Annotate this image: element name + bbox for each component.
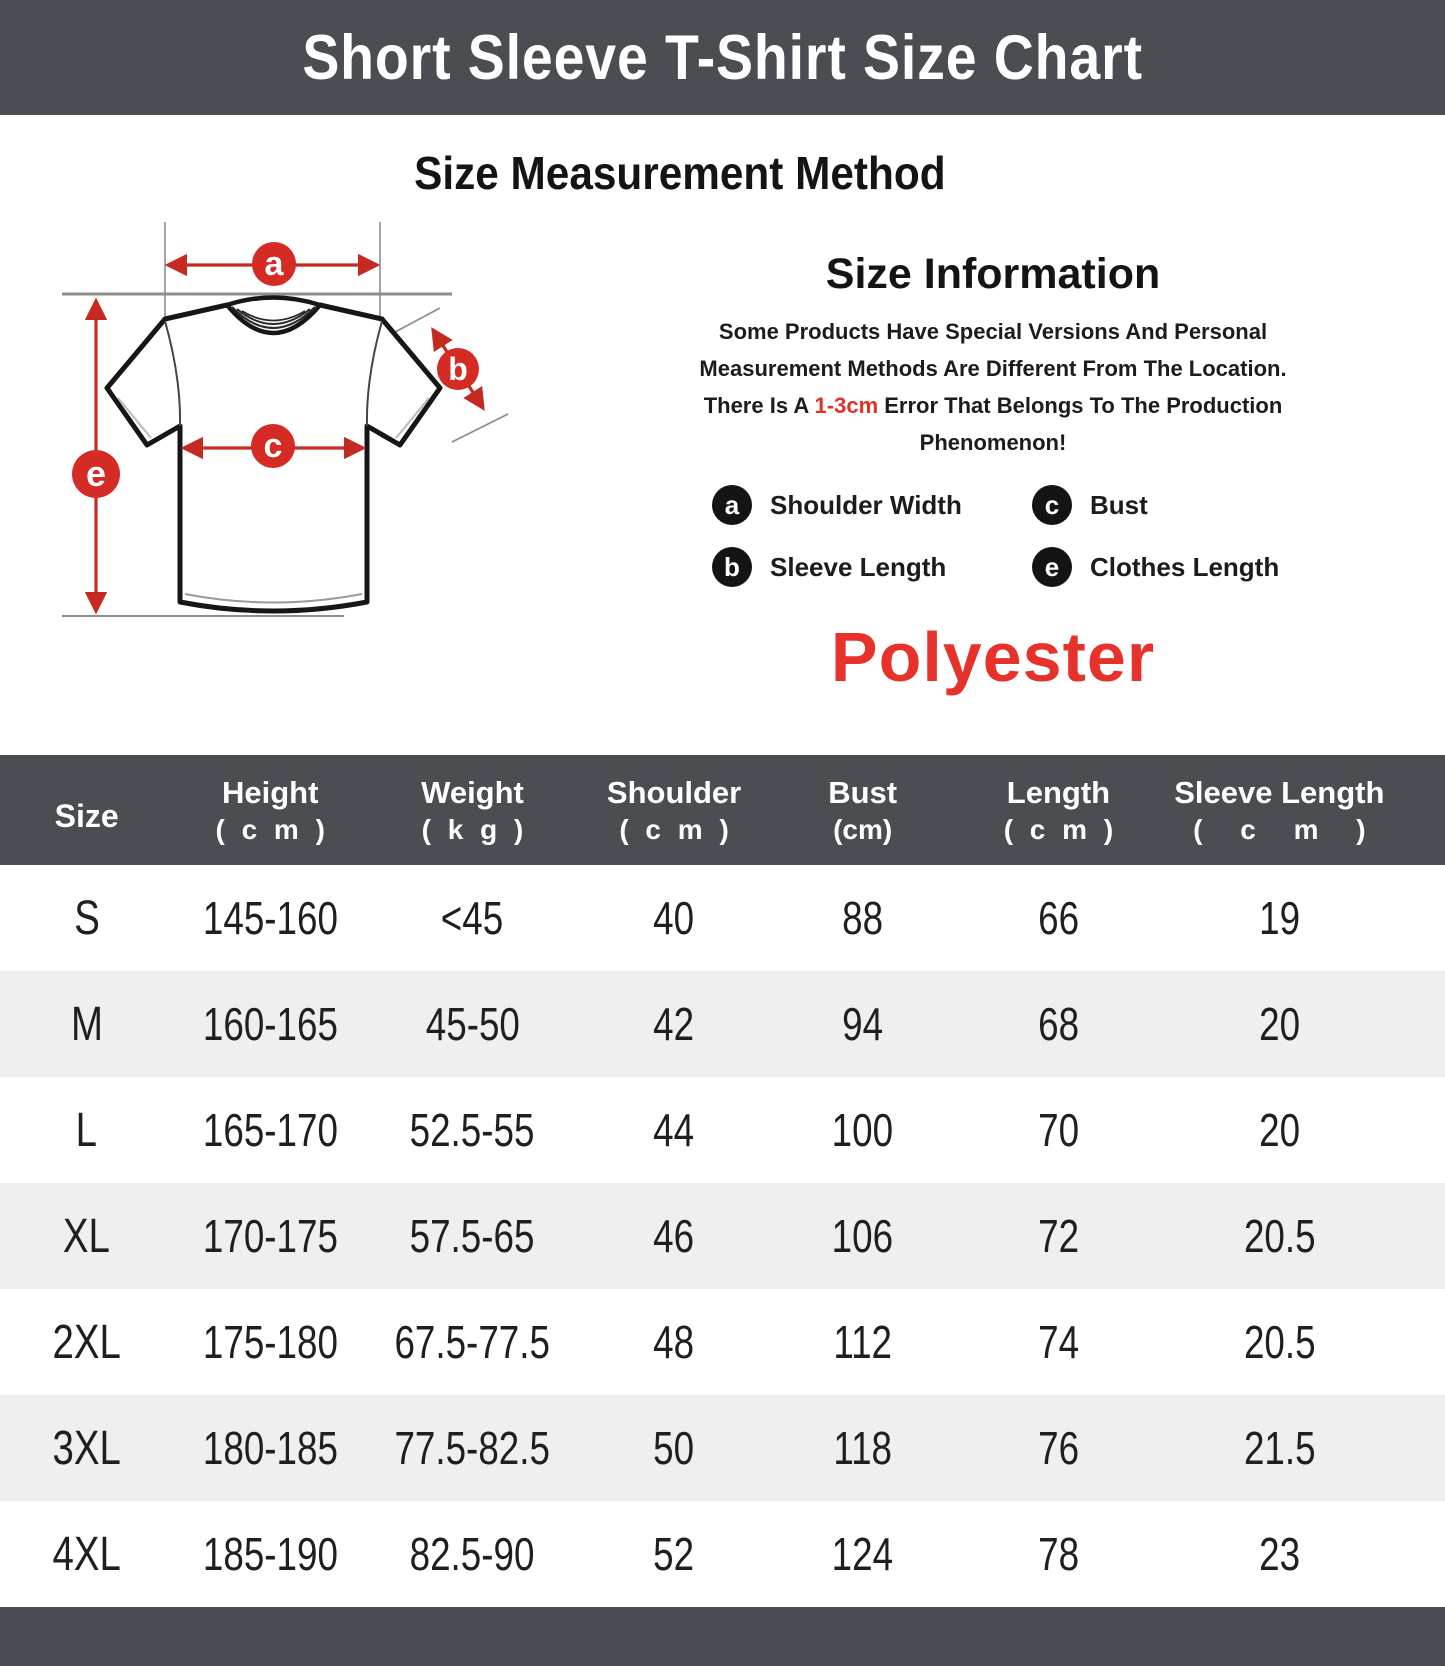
legend-item-shoulder-width: a Shoulder Width bbox=[712, 485, 1032, 525]
cell: 20 bbox=[1258, 1104, 1300, 1156]
cell: 70 bbox=[1037, 1104, 1079, 1156]
column-header-sleeve-length: Sleeve Length ( c m ) bbox=[1174, 774, 1385, 845]
table-row bbox=[0, 971, 1445, 1077]
cell: 21.5 bbox=[1243, 1422, 1316, 1474]
info-title: Size Information bbox=[825, 250, 1161, 298]
cell-size: 2XL bbox=[52, 1315, 121, 1369]
cell: 23 bbox=[1258, 1528, 1300, 1580]
cell: 165-170 bbox=[202, 1104, 338, 1156]
cell: 160-165 bbox=[202, 998, 338, 1050]
cell: 20.5 bbox=[1243, 1316, 1316, 1368]
cell: 66 bbox=[1037, 892, 1079, 944]
cell: 52 bbox=[653, 1528, 695, 1580]
cell-size: S bbox=[73, 891, 100, 945]
tolerance-highlight: 1-3cm bbox=[814, 393, 879, 418]
cell: 76 bbox=[1037, 1422, 1079, 1474]
cell: 94 bbox=[842, 998, 884, 1050]
cell: 185-190 bbox=[202, 1528, 338, 1580]
measure-arrow-e bbox=[72, 301, 120, 611]
cell: 67.5-77.5 bbox=[394, 1316, 551, 1368]
measurement-legend bbox=[712, 485, 1288, 587]
cell-size: 3XL bbox=[52, 1421, 121, 1475]
cell: 48 bbox=[653, 1316, 695, 1368]
cell: 50 bbox=[653, 1422, 695, 1474]
cell: 40 bbox=[653, 892, 695, 944]
e-badge-icon: e bbox=[1032, 547, 1072, 587]
cell: 68 bbox=[1037, 998, 1079, 1050]
cell: 78 bbox=[1037, 1528, 1079, 1580]
cell: 112 bbox=[833, 1316, 892, 1368]
c-badge-icon: c bbox=[1032, 485, 1072, 525]
cell-size: XL bbox=[63, 1209, 111, 1263]
footer-bar bbox=[0, 1607, 1445, 1666]
cell: 52.5-55 bbox=[410, 1104, 535, 1156]
column-header-length: Length ( c m ) bbox=[1003, 774, 1114, 845]
cell-size: M bbox=[70, 997, 103, 1051]
cell: 124 bbox=[831, 1528, 894, 1580]
cell: 100 bbox=[831, 1104, 894, 1156]
table-row bbox=[0, 1395, 1445, 1501]
cell: 118 bbox=[833, 1422, 892, 1474]
cell: <45 bbox=[441, 892, 504, 944]
table-row bbox=[0, 1289, 1445, 1395]
method-title: Size Measurement Method bbox=[414, 147, 946, 199]
size-information-panel bbox=[698, 250, 1288, 697]
size-table bbox=[0, 755, 1445, 1607]
cell: 42 bbox=[653, 998, 695, 1050]
column-header-weight: Weight ( k g ) bbox=[421, 774, 524, 845]
a-badge-icon: a bbox=[712, 485, 752, 525]
column-header-size: Size bbox=[54, 797, 119, 834]
table-row bbox=[0, 1077, 1445, 1183]
cell: 175-180 bbox=[202, 1316, 338, 1368]
title-bar bbox=[0, 0, 1445, 115]
label-a: a bbox=[264, 245, 284, 283]
label-e: e bbox=[85, 453, 107, 494]
cell: 106 bbox=[831, 1210, 894, 1262]
info-paragraph: Some Products Have Special Versions And Personal Measurement Methods Are Different From The Location. There Is A 1-3cm Error That Belongs To The Production Phenomenon! bbox=[699, 319, 1287, 455]
cell: 170-175 bbox=[202, 1210, 338, 1262]
legend-item-sleeve-length: b Sleeve Length bbox=[712, 547, 1032, 587]
table-body bbox=[0, 865, 1445, 1607]
table-row bbox=[0, 1183, 1445, 1289]
table-row bbox=[0, 1501, 1445, 1607]
column-header-shoulder: Shoulder ( c m ) bbox=[606, 774, 742, 845]
cell: 180-185 bbox=[202, 1422, 338, 1474]
cell: 45-50 bbox=[425, 998, 520, 1050]
cell: 46 bbox=[653, 1210, 695, 1262]
measure-arrow-b bbox=[433, 330, 483, 408]
cell: 145-160 bbox=[202, 892, 338, 944]
label-b: b bbox=[448, 351, 468, 387]
column-header-bust: Bust (cm) bbox=[828, 774, 898, 845]
cell-size: 4XL bbox=[52, 1527, 121, 1581]
cell: 88 bbox=[842, 892, 884, 944]
b-badge-icon: b bbox=[712, 547, 752, 587]
cell: 77.5-82.5 bbox=[394, 1422, 551, 1474]
cell-size: L bbox=[76, 1103, 98, 1157]
cell: 20.5 bbox=[1243, 1210, 1316, 1262]
cell: 72 bbox=[1037, 1210, 1079, 1262]
table-header-row bbox=[0, 755, 1445, 865]
cell: 44 bbox=[653, 1104, 695, 1156]
legend-item-clothes-length: e Clothes Length bbox=[1032, 547, 1288, 587]
measure-arrow-a bbox=[168, 242, 377, 286]
cell: 82.5-90 bbox=[410, 1528, 535, 1580]
cell: 20 bbox=[1258, 998, 1300, 1050]
label-c: c bbox=[263, 427, 283, 465]
table-row bbox=[0, 865, 1445, 971]
legend-item-bust: c Bust bbox=[1032, 485, 1288, 525]
cell: 19 bbox=[1258, 892, 1300, 944]
page-title: Short Sleeve T-Shirt Size Chart bbox=[302, 22, 1143, 93]
cell: 74 bbox=[1037, 1316, 1079, 1368]
column-header-height: Height ( c m ) bbox=[215, 774, 325, 845]
tshirt-measurement-diagram bbox=[52, 198, 512, 628]
cell: 57.5-65 bbox=[410, 1210, 535, 1262]
material-label: Polyester bbox=[830, 618, 1156, 696]
